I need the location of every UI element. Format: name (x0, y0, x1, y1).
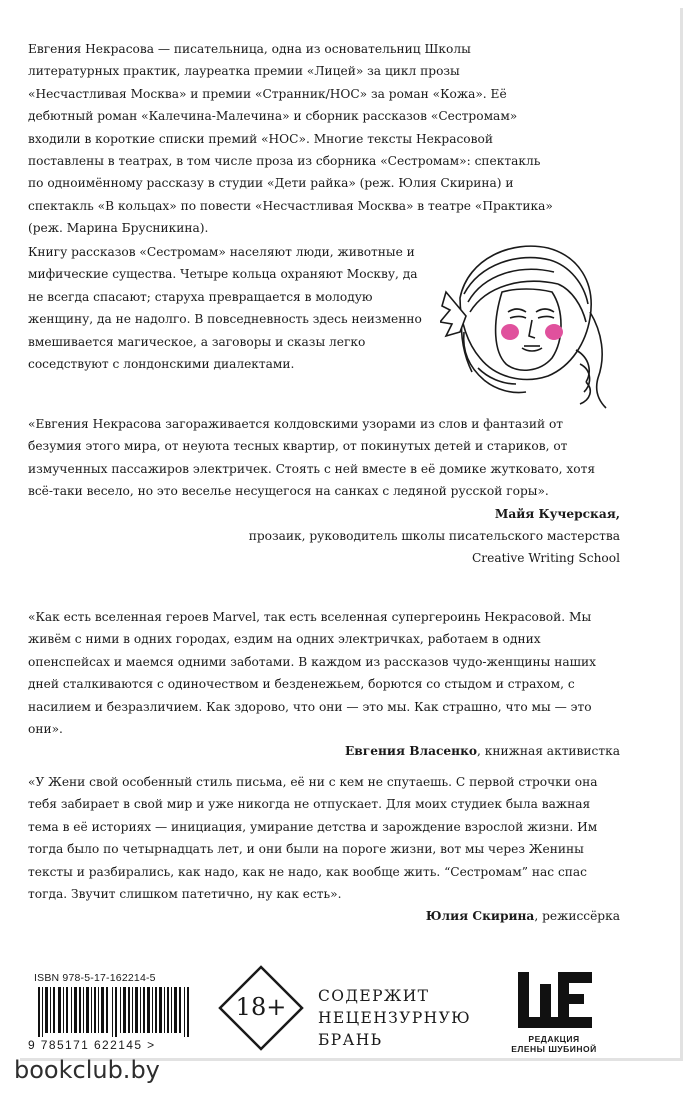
isbn-number: ISBN 978-5-17-162214-5 (34, 972, 156, 984)
review-1 (28, 413, 620, 570)
publisher-name: РЕДАКЦИЯ ЕЛЕНЫ ШУБИНОЙ (511, 1034, 597, 1054)
watermark: bookclub.by (14, 1056, 160, 1084)
girl-illustration (440, 232, 610, 412)
review-author: Юлия Скирина, режиссёрка (425, 909, 620, 924)
review-text: «Евгения Некрасова загораживается колдовскими узорами из слов и фантазий от безумия этого мира, от неуюта тесных квартир, от покинутых детей и стариков, от измученных пассажиров электричек. Стоять с ней вместе в её домике жутковато, хотя всё-таки весело, но это веселье несущегося на санках с ледяной русской горы». (28, 417, 596, 499)
review-text: «Как есть вселенная героев Marvel, так есть вселенная супергероинь Некрасовой. Мы живём с ними в одних городах, ездим на одних электричках, работаем в одних опенспейсах и маемся одними заботами. В каждом из рассказов чудо-женщины наших дней сталкиваются с одиночеством и безденежьем, борются со стыдом и страхом, с насилием и безразличием. Как здорово, что они — это мы. Как страшно, что мы — это они». (28, 610, 596, 737)
profanity-warning: СОДЕРЖИТ НЕЦЕНЗУРНУЮ БРАНЬ (318, 987, 472, 1049)
barcode-digits: 9 785171 622145 > (28, 1038, 156, 1052)
barcode-block (28, 972, 204, 1052)
publisher-logo (494, 970, 614, 1054)
author-bio: Евгения Некрасова — писательница, одна из основательниц Школы литературных практик, лауреатка премии «Лицей» за цикл прозы «Несчастливая Москва» и премии «Странник/НОС» за роман «Кожа». Её дебютный роман «Калечина-Малечина» и сборник рассказов «Сестромам» входили в короткие списки премий «НОС». Многие тексты Некрасовой поставлены в театрах, в том числе проза из сборника «Сестромам»: спектакль по одноимённому рассказу в студии «Дети райка» (реж. Юлия Скирина) и спектакль «В кольцах» по повести «Несчастливая Москва» в театре «Практика» (реж. Марина Брусникина). (28, 42, 553, 236)
age-rating-badge (218, 965, 304, 1055)
book-description: Книгу рассказов «Сестромам» населяют люди, животные и мифические существа. Четыре кольца охраняют Москву, да не всегда спасают; старуха превращается в молодую женщину, да не надолго. В повседневность здесь неизменно вмешивается магическое, а заговоры и сказы легко соседствуют с лондонскими диалектами. (28, 245, 422, 372)
review-author: Майя Кучерская, (494, 506, 620, 521)
age-rating-label: 18+ (235, 993, 287, 1021)
review-text: «У Жени свой особенный стиль письма, её ни с кем не спутаешь. С первой строчки она тебя забирает в свой мир и уже никогда не отпускает. Для моих студиек была важная тема в её историях — инициация, умирание детства и зарождение взрослой жизни. Им тогда было по четырнадцать лет, и они были на пороге жизни, вот мы через Женины тексты и разбирались, как надо, как не надо, как вообще жить. “Сестромам” нас спас тогда. Звучит слишком патетично, ну как есть». (28, 775, 598, 902)
review-author-role-2: Creative Writing School (471, 551, 620, 566)
barcode-icon (28, 987, 204, 1037)
review-2 (28, 606, 620, 763)
review-3 (28, 771, 620, 928)
publisher-logo-icon (506, 970, 602, 1030)
review-author-role: прозаик, руководитель школы писательского мастерства (248, 529, 620, 544)
review-author: Евгения Власенко, книжная активистка (345, 744, 620, 759)
